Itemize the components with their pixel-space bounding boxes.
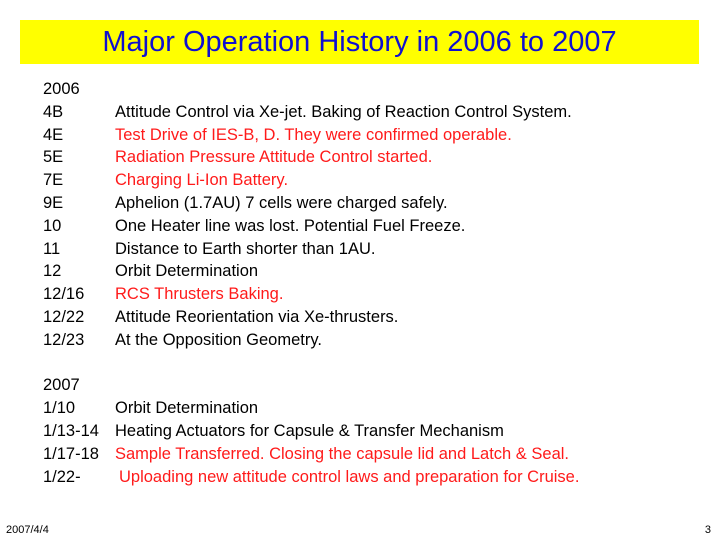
history-date: 1/13-14	[43, 421, 99, 440]
history-row	[43, 169, 703, 192]
history-date: 1/10	[43, 399, 76, 418]
slide-title: Major Operation History in 2006 to 2007	[102, 25, 617, 58]
history-date: 5E	[43, 148, 64, 167]
history-text: Attitude Reorientation via Xe-thrusters.	[115, 307, 399, 326]
history-text: Distance to Earth shorter than 1AU.	[115, 239, 376, 258]
history-row	[43, 420, 703, 443]
footer-date: 2007/4/4	[6, 524, 49, 536]
year-heading-2006	[43, 78, 703, 101]
history-row	[43, 238, 703, 261]
year-label: 2007	[43, 376, 80, 395]
history-row	[43, 124, 703, 147]
history-text: Test Drive of IES-B, D. They were confirmed operable.	[115, 125, 512, 144]
history-date: 9E	[43, 193, 64, 212]
history-date: 12/16	[43, 285, 85, 304]
history-date: 1/22-	[43, 467, 81, 486]
history-date: 12/22	[43, 307, 85, 326]
history-date: 12/23	[43, 330, 85, 349]
history-row	[43, 101, 703, 124]
history-date: 11	[43, 239, 61, 258]
history-text: Uploading new attitude control laws and preparation for Cruise.	[119, 467, 580, 486]
history-text: At the Opposition Geometry.	[115, 330, 322, 349]
history-row	[43, 306, 703, 329]
history-text: Orbit Determination	[115, 262, 259, 281]
history-row	[43, 146, 703, 169]
year-label: 2006	[43, 80, 80, 98]
history-text: Radiation Pressure Attitude Control started.	[115, 148, 433, 167]
history-date: 4E	[43, 125, 64, 144]
history-row	[43, 397, 703, 420]
history-text: Charging Li-Ion Battery.	[115, 171, 289, 190]
history-row	[43, 260, 703, 283]
history-date: 4B	[43, 102, 64, 121]
year-heading-2007	[43, 374, 703, 397]
history-date: 1/17-18	[43, 444, 99, 463]
title-banner	[20, 20, 699, 64]
history-row	[43, 329, 703, 352]
history-row	[43, 283, 703, 306]
history-row	[43, 215, 703, 238]
page-number: 3	[704, 524, 711, 536]
history-text: Orbit Determination	[115, 399, 259, 418]
history-text: Attitude Control via Xe-jet. Baking of Reaction Control System.	[115, 102, 572, 121]
history-text: Heating Actuators for Capsule & Transfer Mechanism	[115, 421, 504, 440]
history-row	[43, 443, 703, 466]
history-row	[43, 192, 703, 215]
history-row	[43, 466, 703, 489]
operation-history-list	[43, 78, 703, 488]
history-text: Aphelion (1.7AU) 7 cells were charged safely.	[115, 193, 448, 212]
history-date: 12	[43, 262, 62, 281]
history-text: RCS Thrusters Baking.	[115, 285, 284, 304]
section-spacer	[43, 352, 703, 375]
history-text: Sample Transferred. Closing the capsule lid and Latch & Seal.	[115, 444, 570, 463]
history-text: One Heater line was lost. Potential Fuel Freeze.	[115, 216, 466, 235]
history-date: 7E	[43, 171, 64, 190]
history-date: 10	[43, 216, 62, 235]
